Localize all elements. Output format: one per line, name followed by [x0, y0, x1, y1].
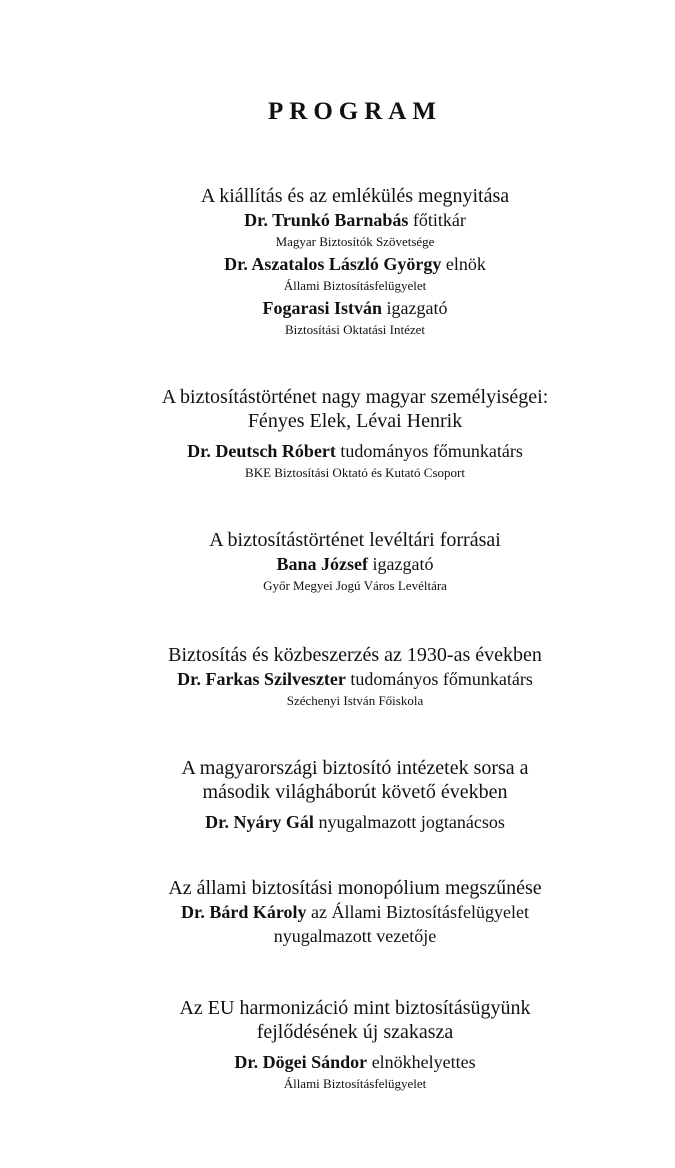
speaker-name: Dr. Dögei Sándor — [234, 1052, 368, 1072]
session-topic: A biztosítástörténet nagy magyar személyiségei: — [161, 386, 549, 408]
speaker-role-continued: nyugalmazott vezetője — [273, 926, 437, 946]
speaker-role: elnök — [445, 254, 486, 274]
speaker-org: Biztosítási Oktatási Intézet — [284, 322, 426, 337]
speaker-line — [0, 1050, 675, 1074]
speaker-role: az Állami Biztosításfelügyelet — [311, 902, 529, 922]
speaker-name: Dr. Bárd Károly — [181, 902, 307, 922]
session-opening — [0, 184, 675, 340]
speaker-name: Dr. Nyáry Gál — [205, 812, 314, 832]
speaker-org: Győr Megyei Jogú Város Levéltára — [263, 578, 447, 593]
speaker-role: főtitkár — [412, 210, 466, 230]
session-topic: Fényes Elek, Lévai Henrik — [247, 410, 463, 432]
session-eu-harmonization — [0, 996, 675, 1094]
speaker-org: BKE Biztosítási Oktató és Kutató Csoport — [245, 465, 465, 480]
speaker-line — [0, 810, 675, 834]
session-topic: A kiállítás és az emlékülés megnyitása — [200, 185, 510, 207]
speaker-role: elnökhelyettes — [371, 1052, 476, 1072]
session-topic: A biztosítástörténet levéltári forrásai — [209, 529, 501, 551]
speaker-name: Dr. Farkas Szilveszter — [177, 669, 346, 689]
speaker-line — [0, 296, 675, 320]
session-topic: A magyarországi biztosító intézetek sorsa a — [181, 757, 529, 779]
session-personalities — [0, 385, 675, 483]
session-topic: második világháborút követő években — [202, 781, 508, 803]
speaker-role: tudományos főmunkatárs — [350, 669, 533, 689]
speaker-name: Dr. Deutsch Róbert — [187, 441, 336, 461]
session-postwar — [0, 756, 675, 834]
speaker-line — [0, 900, 675, 924]
speaker-name: Dr. Trunkó Barnabás — [244, 210, 409, 230]
speaker-line — [0, 667, 675, 691]
speaker-role: tudományos főmunkatárs — [340, 441, 523, 461]
session-topic: Biztosítás és közbeszerzés az 1930-as években — [168, 644, 542, 666]
speaker-line — [0, 439, 675, 463]
speaker-org: Állami Biztosításfelügyelet — [283, 1076, 427, 1091]
session-topic: Az állami biztosítási monopólium megszűnése — [168, 877, 542, 899]
session-topic: fejlődésének új szakasza — [256, 1021, 454, 1043]
speaker-name: Dr. Aszatalos László György — [224, 254, 442, 274]
speaker-name: Fogarasi István — [262, 298, 383, 318]
page-title: PROGRAM — [268, 98, 442, 125]
speaker-name: Bana József — [276, 554, 368, 574]
session-procurement — [0, 643, 675, 711]
speaker-line — [0, 552, 675, 576]
speaker-line — [0, 252, 675, 276]
speaker-org: Magyar Biztosítók Szövetsége — [275, 234, 435, 249]
speaker-org: Állami Biztosításfelügyelet — [283, 278, 427, 293]
speaker-org: Széchenyi István Főiskola — [286, 693, 424, 708]
session-archives — [0, 528, 675, 596]
session-topic: Az EU harmonizáció mint biztosításügyünk — [179, 997, 531, 1019]
session-monopoly — [0, 876, 675, 948]
speaker-role: nyugalmazott jogtanácsos — [318, 812, 505, 832]
speaker-role: igazgató — [372, 554, 434, 574]
speaker-role: igazgató — [386, 298, 448, 318]
speaker-line — [0, 208, 675, 232]
